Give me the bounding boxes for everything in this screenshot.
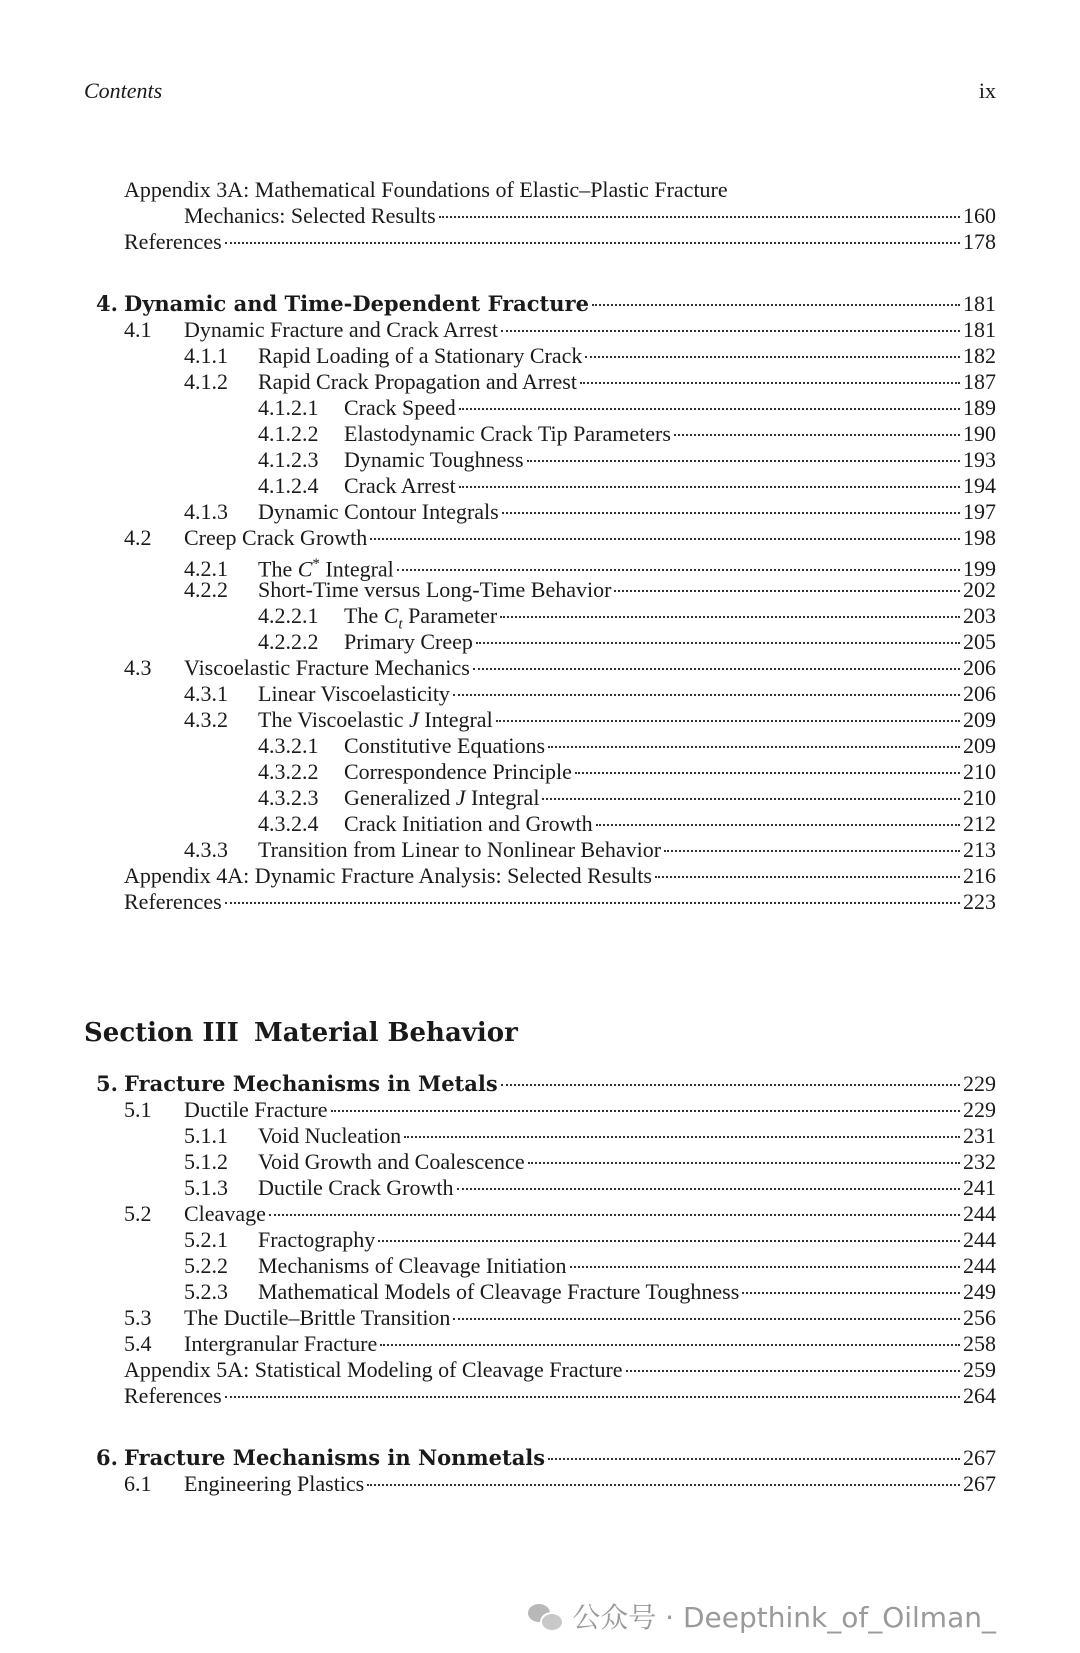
toc-entry-4-3-2-3[interactable] — [258, 784, 996, 812]
toc-entry-4-2-2-2[interactable] — [258, 628, 996, 656]
dot-leader — [501, 330, 960, 332]
toc-entry-number: 4.2 — [124, 525, 152, 550]
toc-entry-5-2-2[interactable] — [184, 1252, 996, 1280]
dot-leader — [527, 460, 960, 462]
toc-entry-5-4[interactable] — [124, 1330, 996, 1358]
dot-leader — [596, 824, 960, 826]
toc-entry-title: Mathematical Models of Cleavage Fracture Toughness — [258, 1279, 740, 1304]
dot-leader — [476, 642, 960, 644]
dot-leader — [380, 1344, 960, 1346]
toc-entry-5-2-1[interactable] — [184, 1226, 996, 1254]
toc-entry-title: Fracture Mechanisms in Nonmetals — [124, 1445, 546, 1470]
toc-entry-title: Viscoelastic Fracture Mechanics — [184, 655, 470, 680]
toc-entry-page: 229 — [963, 1071, 996, 1096]
toc-entry-page: 264 — [963, 1383, 996, 1408]
toc-entry-number: 4.1.2.4 — [258, 473, 319, 498]
dot-leader — [542, 798, 960, 800]
toc-entry-page: 194 — [963, 473, 996, 498]
toc-entry-4-1-2[interactable] — [184, 368, 996, 396]
toc-entry-page: 212 — [963, 811, 996, 836]
toc-entry-page: 209 — [963, 707, 996, 732]
watermark — [528, 1596, 996, 1636]
toc-entry-number: 4.1.2.3 — [258, 447, 319, 472]
toc-entry-number: 6. — [96, 1445, 118, 1470]
toc-entry-number: 4.3.2.1 — [258, 733, 319, 758]
dot-leader — [378, 1240, 960, 1242]
dot-leader — [367, 1484, 960, 1486]
toc-entry-references-3[interactable] — [124, 228, 996, 256]
toc-entry-title: Dynamic Contour Integrals — [258, 499, 499, 524]
toc-entry-title: The Viscoelastic J Integral — [258, 707, 493, 732]
toc-entry-5-2-3[interactable] — [184, 1278, 996, 1306]
toc-entry-title: Crack Initiation and Growth — [344, 811, 593, 836]
toc-entry-number: 5.2.2 — [184, 1253, 228, 1278]
dot-leader — [457, 1188, 961, 1190]
toc-entry-page: 232 — [963, 1149, 996, 1174]
toc-entry-4-1-2-4[interactable] — [258, 472, 996, 500]
toc-entry-page: 206 — [963, 681, 996, 706]
toc-entry-page: 198 — [963, 525, 996, 550]
toc-entry-title: Primary Creep — [344, 629, 473, 654]
toc-chapter-6[interactable] — [96, 1444, 996, 1472]
toc-entry-title: References — [124, 889, 222, 914]
toc-entry-page: 259 — [963, 1357, 996, 1382]
toc-chapter-4[interactable] — [96, 290, 996, 318]
toc-entry-page: 197 — [963, 499, 996, 524]
dot-leader — [502, 512, 960, 514]
toc-entry-title: Engineering Plastics — [184, 1471, 365, 1496]
toc-entry-title: Fracture Mechanisms in Metals — [124, 1071, 498, 1096]
toc-entry-page: 187 — [963, 369, 996, 394]
toc-entry-4-1-2-3[interactable] — [258, 446, 996, 474]
toc-entry-5-1-2[interactable] — [184, 1148, 996, 1176]
toc-entry-number: 5.3 — [124, 1305, 152, 1330]
toc-entry-5-1[interactable] — [124, 1096, 996, 1124]
toc-entry-4-1-1[interactable] — [184, 342, 996, 370]
toc-entry-number: 4.1.2.2 — [258, 421, 319, 446]
toc-entry-page: 267 — [963, 1471, 996, 1496]
toc-chapter-5[interactable] — [96, 1070, 996, 1098]
toc-entry-number: 5.1.1 — [184, 1123, 228, 1148]
dot-leader — [453, 694, 960, 696]
toc-entry-title: Dynamic Toughness — [344, 447, 524, 472]
toc-entry-appendix-3a: Appendix 3A: Mathematical Foundations of Elastic–Plastic Fracture — [124, 177, 728, 202]
toc-entry-4-3[interactable] — [124, 654, 996, 682]
toc-entry-number: 4.1.1 — [184, 343, 228, 368]
toc-entry-appendix-5a[interactable] — [124, 1356, 996, 1384]
toc-entry-4-3-2-4[interactable] — [258, 810, 996, 838]
running-header-title: Contents — [84, 78, 163, 103]
toc-entry-appendix-3a-cont[interactable] — [184, 202, 996, 230]
toc-entry-title: Appendix 5A: Statistical Modeling of Cleavage Fracture — [124, 1357, 623, 1382]
toc-entry-4-3-3[interactable] — [184, 836, 996, 864]
toc-entry-5-1-1[interactable] — [184, 1122, 996, 1150]
dot-leader — [575, 772, 960, 774]
running-header — [84, 78, 996, 108]
dot-leader — [614, 590, 960, 592]
toc-entry-page: 213 — [963, 837, 996, 862]
toc-entry-title: Generalized J Integral — [344, 785, 540, 810]
toc-entry-number: 4.1.2 — [184, 369, 228, 394]
dot-leader — [580, 382, 960, 384]
toc-entry-title: Crack Speed — [344, 395, 456, 420]
dot-leader — [570, 1266, 960, 1268]
dot-leader — [655, 876, 960, 878]
toc-entry-number: 5.4 — [124, 1331, 152, 1356]
toc-entry-number: 5.1.3 — [184, 1175, 228, 1200]
toc-entry-4-3-1[interactable] — [184, 680, 996, 708]
page-number: ix — [978, 78, 996, 103]
dot-leader — [225, 1396, 960, 1398]
toc-entry-number: 4.2.1 — [184, 556, 228, 582]
dot-leader — [585, 356, 960, 358]
toc-entry-page: 181 — [963, 317, 996, 342]
toc-entry-page: 256 — [963, 1305, 996, 1330]
toc-entry-4-3-2-2[interactable] — [258, 758, 996, 786]
toc-entry-number: 4.3.3 — [184, 837, 228, 862]
toc-entry-5-1-3[interactable] — [184, 1174, 996, 1202]
toc-entry-references-4[interactable] — [124, 888, 996, 916]
dot-leader — [225, 242, 960, 244]
toc-entry-title: Rapid Loading of a Stationary Crack — [258, 343, 583, 368]
toc-entry-title: The $C_t$ Parameter — [344, 603, 498, 633]
toc-entry-title: Rapid Crack Propagation and Arrest — [258, 369, 577, 394]
toc-entry-5-2[interactable] — [124, 1200, 996, 1228]
toc-entry-title: Void Growth and Coalescence — [258, 1149, 525, 1174]
toc-entry-page: 178 — [963, 229, 996, 254]
toc-entry-page: 241 — [963, 1175, 996, 1200]
toc-entry-number: 5.1.2 — [184, 1149, 228, 1174]
toc-entry-number: 4.3.2.2 — [258, 759, 319, 784]
toc-entry-page: 202 — [963, 577, 996, 602]
dot-leader — [459, 486, 960, 488]
section-title: Material Behavior — [254, 1018, 518, 1048]
toc-entry-5-3[interactable] — [124, 1304, 996, 1332]
toc-entry-title: References — [124, 1383, 222, 1408]
toc-entry-title: The C* Integral — [258, 556, 394, 582]
toc-entry-4-3-2-1[interactable] — [258, 732, 996, 760]
dot-leader — [225, 902, 960, 904]
toc-entry-title: Ductile Fracture — [184, 1097, 328, 1122]
toc-entry-page: 244 — [963, 1253, 996, 1278]
toc-entry-page: 182 — [963, 343, 996, 368]
dot-leader — [626, 1370, 960, 1372]
toc-entry-number: 4.3 — [124, 655, 152, 680]
toc-entry-title: Elastodynamic Crack Tip Parameters — [344, 421, 671, 446]
toc-entry-title: References — [124, 229, 222, 254]
toc-entry-4-1-2-2[interactable] — [258, 420, 996, 448]
toc-entry-4-2-1[interactable] — [184, 550, 996, 582]
toc-entry-number: 4.3.2.3 — [258, 785, 319, 810]
toc-entry-page: 244 — [963, 1201, 996, 1226]
toc-entry-4-2-2-1[interactable] — [258, 602, 996, 633]
toc-entry-title: Correspondence Principle — [344, 759, 572, 784]
toc-entry-title: Constitutive Equations — [344, 733, 546, 758]
section-number: Section III — [84, 1018, 239, 1048]
toc-entry-page: 267 — [963, 1445, 996, 1470]
toc-entry-4-3-2[interactable] — [184, 706, 996, 734]
toc-entry-title: The Ductile–Brittle Transition — [184, 1305, 451, 1330]
dot-leader — [500, 616, 960, 618]
dot-leader — [404, 1136, 960, 1138]
toc-entry-number: 4.1.2.1 — [258, 395, 319, 420]
dot-leader — [674, 434, 960, 436]
toc-entry-page: 249 — [963, 1279, 996, 1304]
dot-leader — [331, 1110, 960, 1112]
toc-entry-title: Mechanics: Selected Results — [184, 203, 436, 228]
toc-entry-title: Creep Crack Growth — [184, 525, 368, 550]
toc-entry-title: Fractography — [258, 1227, 376, 1252]
toc-entry-page: 181 — [963, 291, 996, 316]
toc-entry-page: 190 — [963, 421, 996, 446]
toc-entry-page: 210 — [963, 759, 996, 784]
toc-entry-number: 4.3.2.4 — [258, 811, 319, 836]
toc-entry-title: Crack Arrest — [344, 473, 456, 498]
toc-entry-title: Transition from Linear to Nonlinear Behavior — [258, 837, 662, 862]
dot-leader — [742, 1292, 960, 1294]
toc-entry-number: 4.2.2 — [184, 577, 228, 602]
toc-entry-4-1-3[interactable] — [184, 498, 996, 526]
dot-leader — [664, 850, 960, 852]
toc-entry-title: Void Nucleation — [258, 1123, 402, 1148]
toc-entry-number: 4.3.1 — [184, 681, 228, 706]
toc-entry-title: Cleavage — [184, 1201, 266, 1226]
dot-leader — [397, 569, 960, 571]
toc-entry-title: Dynamic Fracture and Crack Arrest — [184, 317, 498, 342]
toc-entry-page: 206 — [963, 655, 996, 680]
toc-entry-4-2-2[interactable] — [184, 576, 996, 604]
toc-entry-page: 193 — [963, 447, 996, 472]
toc-entry-number: 5. — [96, 1071, 118, 1096]
toc-entry-number: 4.2.2.2 — [258, 629, 319, 654]
toc-entry-page: 199 — [963, 556, 996, 582]
section-heading — [84, 1018, 518, 1048]
toc-entry-page: 244 — [963, 1227, 996, 1252]
toc-entry-appendix-4a[interactable] — [124, 862, 996, 890]
dot-leader — [548, 1458, 960, 1460]
toc-entry-number: 4.3.2 — [184, 707, 228, 732]
toc-entry-page: 223 — [963, 889, 996, 914]
toc-entry-page: 229 — [963, 1097, 996, 1122]
dot-leader — [459, 408, 960, 410]
toc-entry-title: Short-Time versus Long-Time Behavior — [258, 577, 612, 602]
toc-entry-title: Dynamic and Time-Dependent Fracture — [124, 291, 589, 316]
toc-entry-number: 5.2.3 — [184, 1279, 228, 1304]
toc-entry-number: 4. — [96, 291, 118, 316]
toc-entry-number: 5.2.1 — [184, 1227, 228, 1252]
toc-entry-title: Linear Viscoelasticity — [258, 681, 450, 706]
toc-entry-4-1[interactable] — [124, 316, 996, 344]
toc-entry-number: 5.2 — [124, 1201, 152, 1226]
toc-entry-number: 4.1.3 — [184, 499, 228, 524]
dot-leader — [370, 538, 960, 540]
dot-leader — [592, 304, 960, 306]
dot-leader — [496, 720, 960, 722]
toc-entry-page: 205 — [963, 629, 996, 654]
toc-entry-title: Intergranular Fracture — [184, 1331, 378, 1356]
toc-entry-page: 209 — [963, 733, 996, 758]
toc-entry-title: Appendix 4A: Dynamic Fracture Analysis: Selected Results — [124, 863, 652, 888]
dot-leader — [548, 746, 960, 748]
toc-entry-references-5[interactable] — [124, 1382, 996, 1410]
toc-entry-4-1-2-1[interactable] — [258, 394, 996, 422]
watermark-text: 公众号 · Deepthink_of_Oilman_ — [572, 1601, 996, 1634]
dot-leader — [439, 216, 960, 218]
dot-leader — [453, 1318, 960, 1320]
toc-entry-title: Mechanisms of Cleavage Initiation — [258, 1253, 567, 1278]
toc-entry-page: 258 — [963, 1331, 996, 1356]
toc-entry-number: 5.1 — [124, 1097, 152, 1122]
toc-entry-title: Ductile Crack Growth — [258, 1175, 454, 1200]
toc-entry-page: 210 — [963, 785, 996, 810]
toc-entry-page: 216 — [963, 863, 996, 888]
dot-leader — [501, 1084, 960, 1086]
toc-entry-6-1[interactable] — [124, 1470, 996, 1498]
wechat-icon — [528, 1602, 562, 1630]
toc-entry-number: 6.1 — [124, 1471, 152, 1496]
toc-entry-4-2[interactable] — [124, 524, 996, 552]
dot-leader — [473, 668, 960, 670]
toc-entry-page: 189 — [963, 395, 996, 420]
toc-entry-number: 4.2.2.1 — [258, 603, 319, 628]
toc-entry-page: 160 — [963, 203, 996, 228]
toc-entry-page: 231 — [963, 1123, 996, 1148]
toc-entry-page: 203 — [963, 603, 996, 628]
toc-entry-number: 4.1 — [124, 317, 152, 342]
dot-leader — [269, 1214, 960, 1216]
dot-leader — [528, 1162, 960, 1164]
